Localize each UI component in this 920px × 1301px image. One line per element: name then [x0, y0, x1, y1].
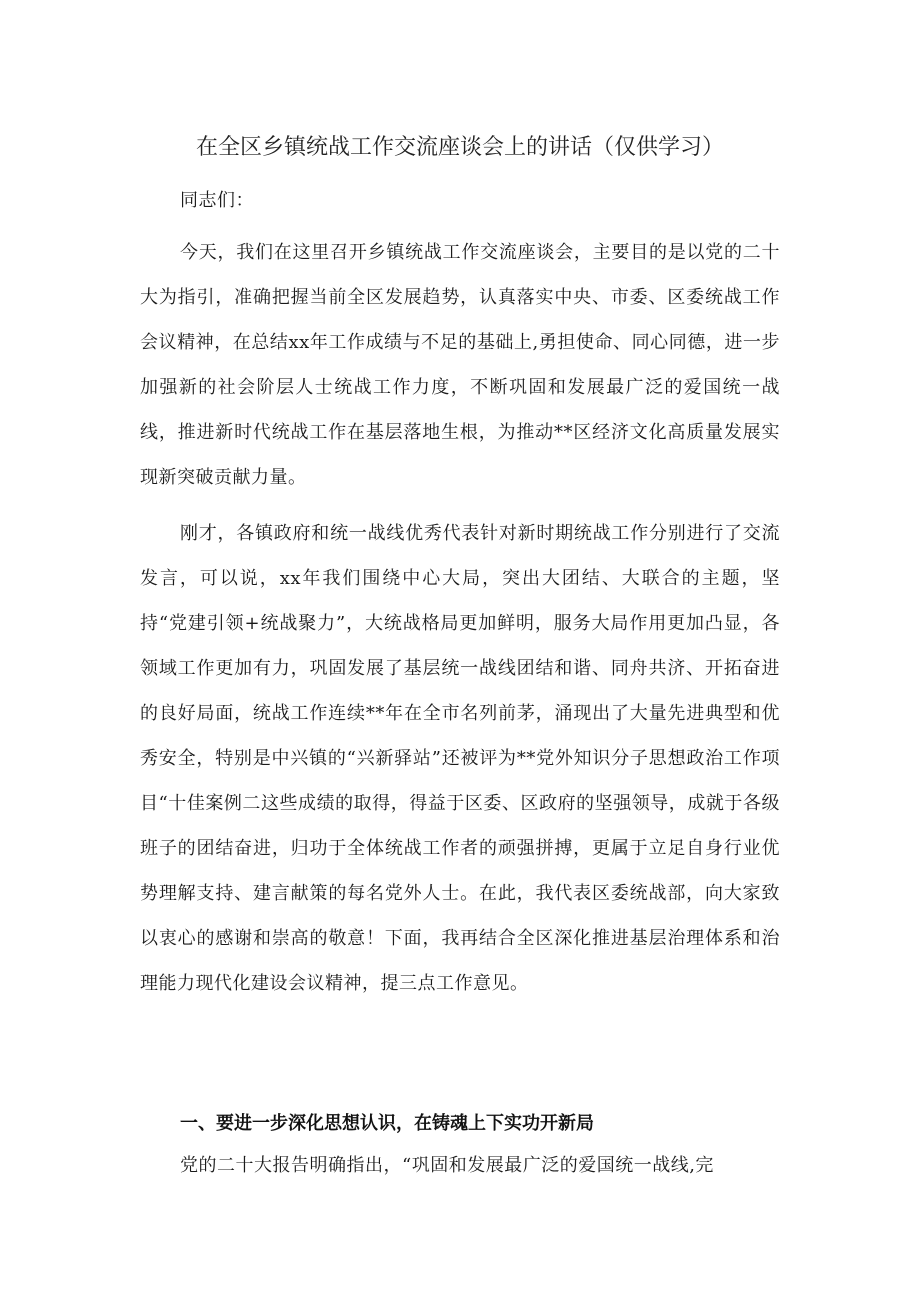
paragraph-section-one: 党的二十大报告明确指出，“巩固和发展最广泛的爱国统一战线,完: [180, 1155, 714, 1176]
section-heading: 一、要进一步深化思想认识，在铸魂上下实功开新局: [180, 1113, 594, 1134]
paragraph-achievements: 刚才，各镇政府和统一战线优秀代表针对新时期统战工作分别进行了交流发言，可以说，xx年我们围绕中心大局，突出大团结、大联合的主题，坚持“党建引领+统战聚力”，大统战格局更加鲜明，服务大局作用更加凸显，各领域工作更加有力，巩固发展了基层统一战线团结和谐、同舟共济、开拓奋进的良好局面，统战工作连续**年在全市名列前茅，涌现出了大量先进典型和优秀安全，特别是中兴镇的“兴新驿站”还被评为**党外知识分子思想政治工作项目“十佳案例二这些成绩的取得，得益于区委、区政府的坚强领导，成就于各级班子的团结奋进，归功于全体统战工作者的顽强拼搏，更属于立足自身行业优势理解支持、建言献策的每名党外人士。在此，我代表区委统战部，向大家致以衷心的感谢和崇高的敬意！下面，我再结合全区深化推进基层治理体系和治理能力现代化建设会议精神，提三点工作意见。: [140, 523, 780, 994]
document-title: 在全区乡镇统战工作交流座谈会上的讲话（仅供学习）: [195, 135, 724, 160]
salutation: 同志们：: [180, 190, 254, 211]
paragraph-opening: 今天，我们在这里召开乡镇统战工作交流座谈会，主要目的是以党的二十大为指引，准确把握当前全区发展趋势，认真落实中央、市委、区委统战工作会议精神，在总结xx年工作成绩与不足的基础上,勇担使命、同心同德，进一步加强新的社会阶层人士统战工作力度，不断巩固和发展最广泛的爱国统一战线，推进新时代统战工作在基层落地生根，为推动**区经济文化高质量发展实现新突破贡献力量。: [140, 242, 780, 488]
